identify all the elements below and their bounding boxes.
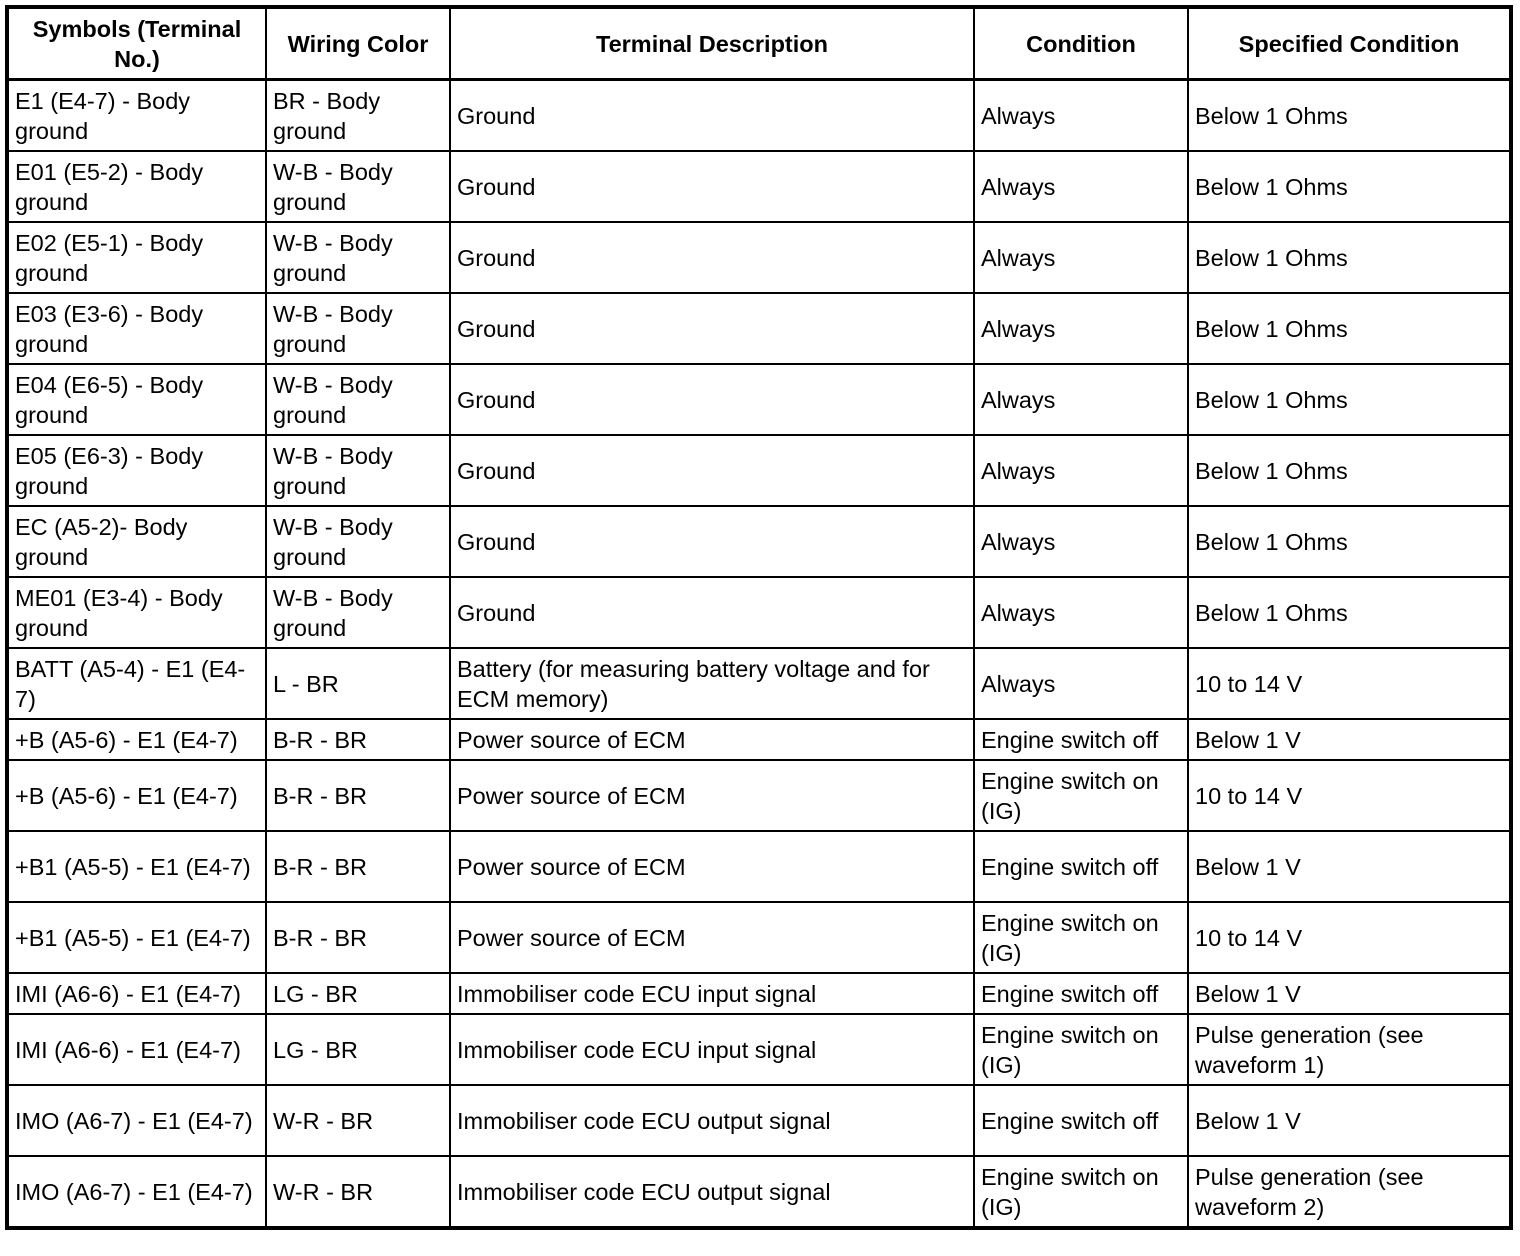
cell-wiring-color: BR - Body ground — [266, 80, 450, 152]
cell-symbols: +B (A5-6) - E1 (E4-7) — [7, 760, 266, 831]
table-row — [7, 506, 1511, 577]
cell-symbols: IMO (A6-7) - E1 (E4-7) — [7, 1085, 266, 1156]
cell-condition: Engine switch off — [974, 719, 1188, 760]
cell-condition: Engine switch off — [974, 973, 1188, 1014]
cell-terminal-description: Ground — [450, 435, 974, 506]
table-body — [7, 80, 1511, 1229]
cell-condition: Engine switch off — [974, 1085, 1188, 1156]
cell-terminal-description: Ground — [450, 80, 974, 152]
cell-symbols: E03 (E3-6) - Body ground — [7, 293, 266, 364]
cell-wiring-color: W-B - Body ground — [266, 577, 450, 648]
cell-terminal-description: Ground — [450, 364, 974, 435]
cell-terminal-description: Immobiliser code ECU input signal — [450, 973, 974, 1014]
cell-wiring-color: LG - BR — [266, 973, 450, 1014]
table-row — [7, 151, 1511, 222]
cell-wiring-color: B-R - BR — [266, 831, 450, 902]
table-row — [7, 577, 1511, 648]
cell-terminal-description: Power source of ECM — [450, 831, 974, 902]
table-row — [7, 364, 1511, 435]
cell-specified-condition: Below 1 Ohms — [1188, 577, 1511, 648]
cell-symbols: IMI (A6-6) - E1 (E4-7) — [7, 973, 266, 1014]
cell-terminal-description: Ground — [450, 577, 974, 648]
cell-terminal-description: Battery (for measuring battery voltage and for ECM memory) — [450, 648, 974, 719]
table-row — [7, 293, 1511, 364]
cell-condition: Always — [974, 648, 1188, 719]
cell-terminal-description: Immobiliser code ECU output signal — [450, 1085, 974, 1156]
cell-wiring-color: W-B - Body ground — [266, 435, 450, 506]
cell-wiring-color: W-B - Body ground — [266, 364, 450, 435]
table-row — [7, 648, 1511, 719]
cell-specified-condition: Below 1 Ohms — [1188, 364, 1511, 435]
cell-condition: Always — [974, 506, 1188, 577]
cell-terminal-description: Power source of ECM — [450, 902, 974, 973]
cell-condition: Engine switch on (IG) — [974, 1156, 1188, 1228]
table-row — [7, 1156, 1511, 1228]
cell-specified-condition: 10 to 14 V — [1188, 648, 1511, 719]
table-row — [7, 831, 1511, 902]
table-row — [7, 973, 1511, 1014]
cell-specified-condition: 10 to 14 V — [1188, 902, 1511, 973]
cell-specified-condition: Below 1 V — [1188, 719, 1511, 760]
cell-terminal-description: Power source of ECM — [450, 760, 974, 831]
cell-condition: Always — [974, 435, 1188, 506]
cell-specified-condition: Below 1 V — [1188, 973, 1511, 1014]
cell-specified-condition: Below 1 Ohms — [1188, 506, 1511, 577]
cell-symbols: +B1 (A5-5) - E1 (E4-7) — [7, 831, 266, 902]
table-row — [7, 1014, 1511, 1085]
cell-condition: Engine switch off — [974, 831, 1188, 902]
cell-specified-condition: Below 1 V — [1188, 831, 1511, 902]
cell-symbols: +B (A5-6) - E1 (E4-7) — [7, 719, 266, 760]
cell-wiring-color: W-B - Body ground — [266, 293, 450, 364]
cell-symbols: +B1 (A5-5) - E1 (E4-7) — [7, 902, 266, 973]
cell-wiring-color: W-R - BR — [266, 1156, 450, 1228]
cell-condition: Always — [974, 577, 1188, 648]
cell-wiring-color: W-R - BR — [266, 1085, 450, 1156]
header-row — [7, 7, 1511, 80]
cell-wiring-color: W-B - Body ground — [266, 222, 450, 293]
cell-condition: Always — [974, 151, 1188, 222]
cell-specified-condition: Below 1 Ohms — [1188, 435, 1511, 506]
table-row — [7, 902, 1511, 973]
cell-terminal-description: Immobiliser code ECU output signal — [450, 1156, 974, 1228]
header-wiring-color: Wiring Color — [266, 7, 450, 80]
cell-terminal-description: Immobiliser code ECU input signal — [450, 1014, 974, 1085]
cell-terminal-description: Power source of ECM — [450, 719, 974, 760]
cell-symbols: BATT (A5-4) - E1 (E4-7) — [7, 648, 266, 719]
cell-symbols: EC (A5-2)- Body ground — [7, 506, 266, 577]
header-terminal-description: Terminal Description — [450, 7, 974, 80]
cell-specified-condition: Below 1 Ohms — [1188, 222, 1511, 293]
cell-terminal-description: Ground — [450, 293, 974, 364]
cell-specified-condition: Pulse generation (see waveform 1) — [1188, 1014, 1511, 1085]
cell-wiring-color: B-R - BR — [266, 719, 450, 760]
cell-wiring-color: LG - BR — [266, 1014, 450, 1085]
table-row — [7, 435, 1511, 506]
cell-wiring-color: B-R - BR — [266, 760, 450, 831]
table-header — [7, 7, 1511, 80]
cell-wiring-color: L - BR — [266, 648, 450, 719]
cell-condition: Always — [974, 293, 1188, 364]
table-row — [7, 719, 1511, 760]
cell-specified-condition: 10 to 14 V — [1188, 760, 1511, 831]
cell-terminal-description: Ground — [450, 506, 974, 577]
header-specified-condition: Specified Condition — [1188, 7, 1511, 80]
cell-condition: Always — [974, 222, 1188, 293]
cell-symbols: E02 (E5-1) - Body ground — [7, 222, 266, 293]
cell-specified-condition: Below 1 Ohms — [1188, 151, 1511, 222]
cell-symbols: E05 (E6-3) - Body ground — [7, 435, 266, 506]
header-condition: Condition — [974, 7, 1188, 80]
cell-condition: Always — [974, 80, 1188, 152]
ecm-terminal-spec-table — [5, 5, 1513, 1230]
cell-symbols: ME01 (E3-4) - Body ground — [7, 577, 266, 648]
cell-wiring-color: W-B - Body ground — [266, 506, 450, 577]
cell-condition: Engine switch on (IG) — [974, 760, 1188, 831]
table-row — [7, 80, 1511, 152]
cell-wiring-color: B-R - BR — [266, 902, 450, 973]
table-row — [7, 760, 1511, 831]
cell-symbols: E1 (E4-7) - Body ground — [7, 80, 266, 152]
cell-symbols: E04 (E6-5) - Body ground — [7, 364, 266, 435]
cell-terminal-description: Ground — [450, 222, 974, 293]
header-symbols: Symbols (Terminal No.) — [7, 7, 266, 80]
cell-specified-condition: Below 1 V — [1188, 1085, 1511, 1156]
cell-symbols: IMI (A6-6) - E1 (E4-7) — [7, 1014, 266, 1085]
cell-wiring-color: W-B - Body ground — [266, 151, 450, 222]
cell-symbols: E01 (E5-2) - Body ground — [7, 151, 266, 222]
cell-symbols: IMO (A6-7) - E1 (E4-7) — [7, 1156, 266, 1228]
cell-specified-condition: Below 1 Ohms — [1188, 293, 1511, 364]
table-row — [7, 222, 1511, 293]
table-row — [7, 1085, 1511, 1156]
cell-condition: Always — [974, 364, 1188, 435]
cell-condition: Engine switch on (IG) — [974, 902, 1188, 973]
cell-condition: Engine switch on (IG) — [974, 1014, 1188, 1085]
cell-specified-condition: Pulse generation (see waveform 2) — [1188, 1156, 1511, 1228]
cell-specified-condition: Below 1 Ohms — [1188, 80, 1511, 152]
cell-terminal-description: Ground — [450, 151, 974, 222]
